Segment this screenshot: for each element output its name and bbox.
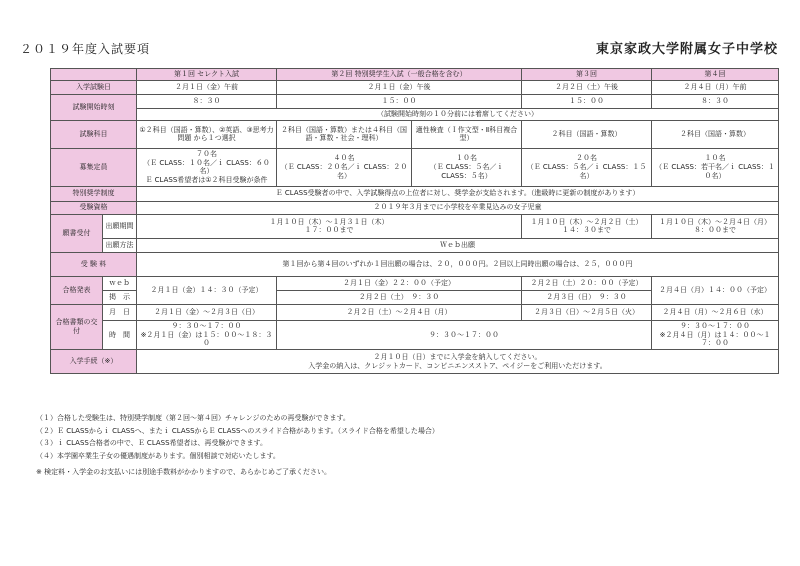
note-item: ※ 検定料・入学金のお支払いには別途手数料がかかりますので、あらかじめご了承ください。 (36, 468, 331, 477)
exam-date-r1: ２月１日（金）午前 (137, 80, 277, 94)
period-dates: １月１０日（木）～２月４日（月） (659, 217, 772, 226)
start-time-r1: ８：３０ (137, 94, 277, 108)
start-time-r2: １５：００ (277, 94, 522, 108)
start-time-note: （試験開始時刻の１０分前には着席してください） (137, 108, 779, 120)
documents-hours: ９：３０～１７：００ (680, 321, 751, 330)
row-label: 受験資格 (51, 201, 137, 214)
column-header-round-1: 第１回 セレクト入試 (137, 69, 277, 81)
enrollment-text (137, 350, 779, 374)
capacity-breakdown: （Ｅ CLASS：５名／ｉ CLASS：１５名） (526, 162, 647, 180)
start-time-note-row (51, 108, 779, 120)
results-r2-web: ２月１日（金）２２：００（予定） (277, 276, 522, 290)
capacity-total: １０名 (456, 154, 477, 163)
results-web-row (51, 276, 779, 290)
results-r4: ２月４日（月）１４：００（予定） (652, 276, 779, 304)
note-item: （１）合格した受験生は、特別奨学制度（第２回～第４回）チャレンジのための再受験ができます。 (36, 414, 350, 422)
header-corner (51, 69, 137, 81)
enrollment-deadline: ２月１０日（日）までに入学金を納入してください。 (373, 352, 542, 361)
fee-text: 第１回から第４回のいずれか１回出願の場合は、２０，０００円。２回以上同時出願の場合は、２５，０００円 (137, 252, 779, 276)
documents-date-r4: ２月４日（月）～２月６日（水） (652, 304, 779, 320)
period-dates: １月１０日（木）～１月３１日（木） (269, 217, 389, 226)
application-period-r4 (652, 214, 779, 238)
documents-hours-note: ※２月４日（月）は１４：００～１７：００ (659, 330, 771, 348)
row-label: 合格書類の交付 (51, 304, 103, 349)
application-period-r3 (522, 214, 652, 238)
results-r3-web: ２月２日（土）２０：００（予定） (522, 276, 652, 290)
admissions-table (50, 68, 779, 374)
period-deadline: ８：００まで (694, 226, 737, 235)
capacity-r2-aptitude (412, 148, 522, 186)
subjects-r2-aptitude: 適性検査（Ｉ作文型・Ⅱ科目複合型） (412, 120, 522, 148)
note-item: （２）Ｅ CLASSからｉ CLASSへ、またｉ CLASSからＥ CLASSへのスライド合格があります。（スライド合格を希望した場合） (36, 426, 439, 435)
exam-date-r2: ２月１日（金）午後 (277, 80, 522, 94)
capacity-r4 (652, 148, 779, 186)
documents-time-row (51, 320, 779, 349)
documents-time-r4 (652, 320, 779, 349)
school-name: 東京家政大学附属女子中学校 (595, 42, 778, 57)
start-time-row (51, 94, 779, 108)
period-deadline: １４：３０まで (562, 226, 612, 235)
notes (36, 412, 439, 479)
documents-hours: ９：３０～１７：００ (171, 321, 242, 330)
capacity-r2-general (277, 148, 412, 186)
column-header-round-4: 第４回 (652, 69, 779, 81)
sub-label: ｗｅｂ (103, 276, 137, 290)
page-title: ２０１９年度入試要項 (20, 42, 151, 56)
application-period-r1-r2 (137, 214, 522, 238)
sub-label: 出願方法 (103, 238, 137, 252)
row-label: 募集定員 (51, 148, 137, 186)
capacity-total: ４０名 (333, 154, 355, 163)
scholarship-row (51, 186, 779, 201)
results-r1: ２月１日（金）１４：３０（予定） (137, 276, 277, 304)
documents-date-r3: ２月３日（日）～２月５日（火） (522, 304, 652, 320)
enrollment-row (51, 350, 779, 374)
documents-time-r1 (137, 320, 277, 349)
exam-date-r3: ２月２日（土）午後 (522, 80, 652, 94)
application-period-row (51, 214, 779, 238)
subjects-r2-general: ２科目（国語・算数）または４科目（国語・算数・社会・理科） (277, 120, 412, 148)
capacity-breakdown: （Ｅ CLASS：２０名／ｉ CLASS：２０名） (280, 162, 408, 180)
scholarship-text: Ｅ CLASS受験者の中で、入学試験得点の上位者に対し、奨学金が支給されます。（進級時に更新の制度があります） (137, 186, 779, 201)
row-label: 入学試験日 (51, 80, 137, 94)
subjects-r4: ２科目（国語・算数） (652, 120, 779, 148)
row-label: 入学手続（※） (51, 350, 137, 374)
column-header-round-3: 第３回 (522, 69, 652, 81)
capacity-breakdown: （Ｅ CLASS：５名／ｉ CLASS：５名） (429, 162, 504, 180)
row-label: 試験科目 (51, 120, 137, 148)
documents-date-r2: ２月２日（土）～２月４日（月） (277, 304, 522, 320)
capacity-breakdown: （Ｅ CLASS：若干名／ｉ CLASS：１０名） (655, 162, 775, 180)
subjects-r1: ①２科目（国語・算数）、②英語、③思考力問題 から１つ選択 (137, 120, 277, 148)
enrollment-payment: 入学金の納入は、クレジットカード、コンビニエンスストア、ペイジーをご利用いただけます。 (308, 361, 607, 370)
row-label: 受 験 料 (51, 252, 137, 276)
eligibility-row (51, 201, 779, 214)
results-r2-post: ２月２日（土） ９：３０ (277, 290, 522, 304)
exam-date-row (51, 80, 779, 94)
fee-row (51, 252, 779, 276)
capacity-r1 (137, 148, 277, 186)
start-time-r4: ８：３０ (652, 94, 779, 108)
row-label: 合格発表 (51, 276, 103, 304)
sub-label: 掲 示 (103, 290, 137, 304)
documents-date-r1: ２月１日（金）～２月３日（日） (137, 304, 277, 320)
capacity-row (51, 148, 779, 186)
start-time-r3: １５：００ (522, 94, 652, 108)
capacity-r3 (522, 148, 652, 186)
capacity-r1-breakdown: （Ｅ CLASS：１０名／ｉ CLASS：６０名） (143, 158, 270, 176)
period-dates: １月１０日（木）～２月２日（土） (530, 217, 643, 226)
sub-label: 出願期間 (103, 214, 137, 238)
sub-label: 時 間 (103, 320, 137, 349)
note-item: （３）ｉ CLASS合格者の中で、Ｅ CLASS希望者は、再受験ができます。 (36, 439, 267, 448)
capacity-total: ２０名 (576, 154, 598, 163)
subjects-r3: ２科目（国語・算数） (522, 120, 652, 148)
eligibility-text: ２０１９年３月までに小学校を卒業見込みの女子児童 (137, 201, 779, 214)
results-r3-post: ２月３日（日） ９：３０ (522, 290, 652, 304)
row-label: 試験開始時刻 (51, 94, 137, 120)
row-label: 特別奨学制度 (51, 186, 137, 201)
period-deadline: １７：００まで (304, 226, 354, 235)
note-item: （４）本学園卒業生子女の優遇制度があります。個別相談で対応いたします。 (36, 451, 280, 460)
application-method-row (51, 238, 779, 252)
documents-hours-note: ※２月１日（金）は１５：００～１８：３０ (140, 330, 273, 348)
row-label: 願書受付 (51, 214, 103, 252)
capacity-total: １０名 (704, 154, 726, 163)
column-header-round-2: 第２回 特別奨学生入試（一般合格を含む） (277, 69, 522, 81)
documents-date-row (51, 304, 779, 320)
sub-label: 月 日 (103, 304, 137, 320)
column-header-row (51, 69, 779, 81)
capacity-r1-note: Ｅ CLASS希望者は①２科目受験が条件 (145, 176, 268, 184)
capacity-r1-total: ７０名 (196, 149, 217, 158)
documents-time-r2-r3: ９：３０～１７：００ (277, 320, 652, 349)
application-method: Ｗｅｂ出願 (137, 238, 779, 252)
exam-date-r4: ２月４日（月）午前 (652, 80, 779, 94)
subjects-row (51, 120, 779, 148)
